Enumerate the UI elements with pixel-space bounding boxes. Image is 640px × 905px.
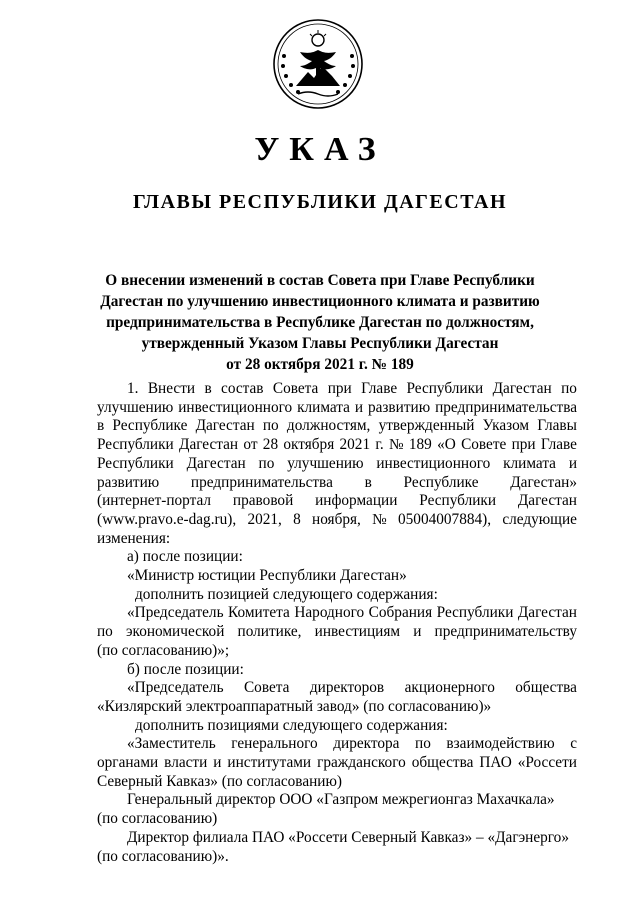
text-line: «Кизлярский электроаппаратный завод» (по согласованию)» — [97, 697, 492, 715]
text-line: «Председатель Совета директоров акционерного общества — [127, 679, 577, 697]
decree-issuer: ГЛАВЫ РЕСПУБЛИКИ ДАГЕСТАН — [132, 191, 508, 213]
item-a-label: а) после позиции: — [127, 548, 243, 566]
heading-line: Дагестан по улучшению инвестиционного климата и развитию — [100, 293, 540, 310]
item-a-position: «Министр юстиции Республики Дагестан» — [127, 567, 407, 585]
text-line: (по согласованию)»; — [97, 641, 230, 659]
text-line: (www.pravo.e-dag.ru), 2021, 8 ноября, № 05004007884), следующие — [97, 510, 577, 528]
text-line: (по согласованию) — [97, 810, 218, 828]
heading-line: предпринимательства в Республике Дагестан по должностям, — [106, 314, 534, 331]
text-line: «Председатель Комитета Народного Собрания Республики Дагестан — [127, 604, 577, 622]
text-line: Генеральный директор ООО «Газпром межрегионгаз Махачкала» — [127, 791, 555, 809]
text-line: (интернет-портал правовой информации Республики Дагестан — [97, 492, 577, 510]
text-line: в Республике Дагестан по должностям, утвержденный Указом Главы — [97, 417, 577, 435]
text-line: развитию предпринимательства в Республике Дагестан» — [97, 473, 577, 491]
text-line: Директор филиала ПАО «Россети Северный Кавказ» – «Дагэнерго» — [127, 828, 569, 846]
text-line: Северный Кавказ» (по согласованию) — [97, 772, 342, 790]
decree-body — [97, 380, 577, 866]
heading-line: утвержденный Указом Главы Республики Дагестан — [141, 335, 499, 352]
text-line: (по согласованию)». — [97, 847, 229, 865]
text-line: органами власти и институтами гражданского общества ПАО «Россети — [97, 754, 577, 772]
text-line: Республики Дагестан по улучшению инвестиционного климата и — [97, 454, 577, 472]
decree-heading — [100, 270, 540, 375]
text-line: 1. Внести в состав Совета при Главе Республики Дагестан по — [127, 380, 577, 397]
item-b-add: дополнить позициями следующего содержания: — [135, 716, 448, 734]
text-line: «Заместитель генерального директора по взаимодействию с — [127, 735, 577, 753]
heading-line: О внесении изменений в состав Совета при Главе Республики — [105, 272, 535, 289]
text-line: улучшению инвестиционного климата и развитию предпринимательства — [97, 398, 577, 416]
decree-title: УКАЗ — [254, 131, 386, 168]
dagestan-coat-of-arms-icon — [270, 16, 366, 112]
item-b-label: б) после позиции: — [127, 660, 244, 678]
text-line: изменения: — [97, 529, 171, 547]
text-line: Республики Дагестан от 28 октября 2021 г. № 189 «О Совете при Главе — [97, 436, 577, 454]
text-line: по экономической политике, инвестициям и предпринимательству — [97, 623, 577, 641]
heading-line: от 28 октября 2021 г. № 189 — [226, 356, 414, 373]
paragraph-1 — [97, 380, 577, 548]
item-a-add: дополнить позицией следующего содержания: — [135, 585, 438, 603]
